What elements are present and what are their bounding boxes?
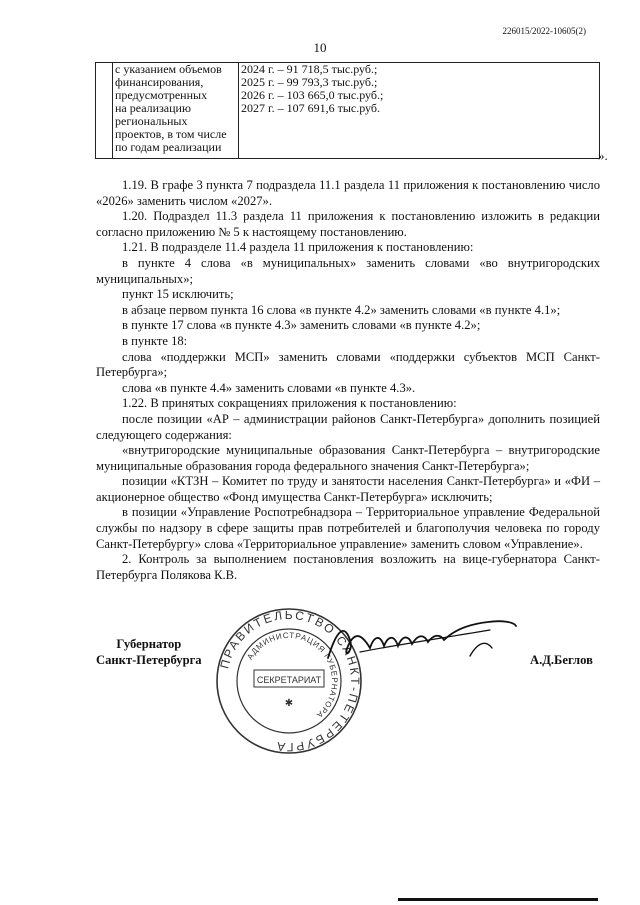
table-closing-quote: ».: [598, 148, 608, 163]
paragraph: 1.19. В графе 3 пункта 7 подраздела 11.1 раздела 11 приложения к постановлению число «2026» заменить числом «2027».: [96, 178, 600, 208]
paragraph: в абзаце первом пункта 16 слова «в пункте 4.2» заменить словами «в пункте 4.1»;: [122, 302, 561, 317]
label-line: финансирования,: [115, 75, 204, 89]
paragraph: 1.21. В подразделе 11.4 раздела 11 приложения к постановлению:: [122, 240, 474, 255]
paragraph: в пункте 18:: [122, 333, 188, 348]
value-line: 2025 г. – 99 793,3 тыс.руб.;: [241, 75, 378, 89]
paragraph: в пункте 4 слова «в муниципальных» заменить словами «во внутригородских муниципальных»;: [96, 255, 600, 286]
label-line: с указанием объемов: [115, 62, 222, 76]
seal-inner-text: АДМИНИСТРАЦИЯ ГУБЕРНАТОРА: [245, 630, 340, 720]
label-line: проектов, в том числе: [115, 127, 227, 141]
label-line: региональных: [115, 114, 188, 128]
label-line: по годам реализации: [115, 140, 222, 154]
paragraph: после позиции «АР – администрации районов Санкт-Петербурга» дополнить позицией следующего содержания:: [96, 411, 600, 442]
paragraph: 2. Контроль за выполнением постановления возложить на вице-губернатора Санкт-Петербурга Полякова К.В.: [96, 552, 600, 582]
table-values-cell: [239, 63, 600, 159]
financing-table: [95, 62, 600, 159]
seal-center-text: СЕКРЕТАРИАТ: [256, 675, 322, 685]
signatory-name: А.Д.Беглов: [530, 653, 593, 667]
paragraph: позиции «КТЗН – Комитет по труду и занятости населения Санкт-Петербурга» и «ФИ – акционерное общество «Фонд имущества Санкт-Петербурга» исключить;: [96, 474, 600, 504]
seal-outer-text: ПРАВИТЕЛЬСТВО САНКТ-ПЕТЕРБУРГА: [217, 607, 363, 755]
position-title: Губернатор: [116, 637, 182, 651]
page-number: 10: [313, 40, 327, 55]
paragraph: слова «в пункте 4.4» заменить словами «в пункте 4.3».: [122, 380, 416, 395]
table-empty-cell: [96, 63, 113, 159]
paragraph: 1.20. Подраздел 11.3 раздела 11 приложения к постановлению изложить в редакции согласно приложению № 5 к настоящему постановлению.: [96, 209, 600, 239]
signatory-position: [96, 636, 202, 668]
position-region: Санкт-Петербурга: [96, 653, 202, 667]
value-line: 2026 г. – 103 665,0 тыс.руб.;: [241, 88, 384, 102]
paragraph: «внутригородские муниципальные образования Санкт-Петербурга – внутригородские муниципальные образования города федерального значения Санкт-Петербурга»;: [96, 443, 600, 473]
paragraph: 1.22. В принятых сокращениях приложения к постановлению:: [122, 396, 457, 411]
label-line: предусмотренных: [115, 88, 208, 102]
paragraph: в позиции «Управление Роспотребнадзора – Территориальное управление Федеральной службы по надзору в сфере защиты прав потребителей и благополучия человека по городу Санкт-Петербургу» слова «Территориальное управление» заменить словом «Управление».: [96, 505, 600, 551]
seal-star-icon: ✱: [284, 698, 294, 709]
value-line: 2024 г. – 91 718,5 тыс.руб.;: [241, 62, 378, 76]
handwritten-signature: [320, 612, 520, 667]
paragraph: в пункте 17 слова «в пункте 4.3» заменить словами «в пункте 4.2»;: [122, 318, 481, 333]
table-label-cell: [113, 63, 239, 159]
document-body: [96, 178, 600, 583]
label-line: на реализацию: [115, 101, 191, 115]
bottom-rule: [398, 898, 598, 901]
document-id: 226015/2022-10605(2): [502, 26, 586, 36]
value-line: 2027 г. – 107 691,6 тыс.руб.: [241, 101, 380, 115]
paragraph: пункт 15 исключить;: [122, 287, 234, 302]
paragraph: слова «поддержки МСП» заменить словами «поддержки субъектов МСП Санкт-Петербурга»;: [96, 349, 600, 380]
